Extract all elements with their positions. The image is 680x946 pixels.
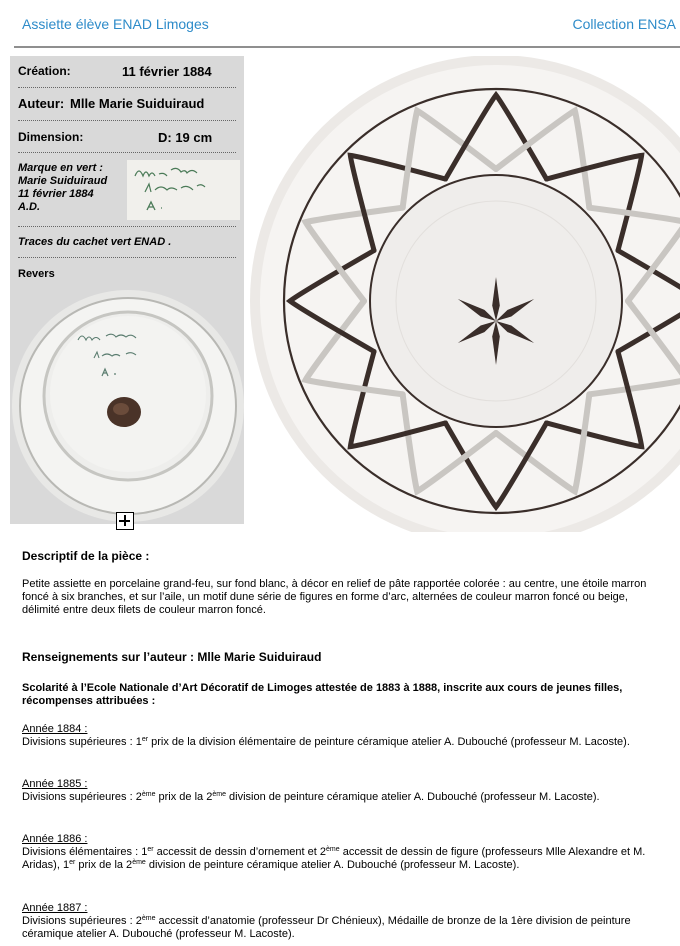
auteur-row — [18, 96, 236, 111]
auteur-value: Mlle Marie Suiduiraud — [70, 96, 205, 111]
auteur-label: Auteur: — [18, 96, 65, 111]
annee-text: Divisions élémentaires : 1er accessit de dessin d’ornement et 2ème accessit de dessin de figure (professeurs Mlle Alexandre et M. Aridas), 1er prix de la 2ème division de peinture céramique atelier A. Dubouché (professeur M. Lacoste). — [22, 846, 646, 871]
divider — [18, 257, 236, 258]
annee-block — [22, 778, 662, 804]
descriptif-text: Petite assiette en porcelaine grand-feu, sur fond blanc, à décor en relief de pâte rapportée colorée : au centre, une étoile marron foncé à six branches, et sur l’aile, un motif dune série de figures en forme d’arc, alternées de couleur marron foncé ou beige, délimité entre deux filets de couleur marron foncé. — [22, 578, 647, 616]
header-collection: Collection ENSA — [572, 16, 676, 32]
annee-block — [22, 902, 662, 941]
divider — [18, 152, 236, 153]
info-card — [10, 56, 244, 524]
page-header — [0, 0, 680, 48]
divider — [18, 120, 236, 121]
revers-label: Revers — [18, 268, 55, 280]
marque-line: Marque en vert : — [18, 162, 103, 174]
marque-text — [18, 162, 128, 214]
marque-line: Marie Suiduiraud — [18, 175, 108, 187]
annee-text: Divisions supérieures : 2ème accessit d’anatomie (professeur Dr Chénieux), Médaille de bronze de la 1ère division de peinture céramique atelier A. Dubouché (professeur M. Lacoste). — [22, 915, 631, 940]
marque-line: 11 février 1884 — [18, 188, 94, 200]
descriptif-title: Descriptif de la pièce : — [22, 549, 150, 563]
divider — [18, 87, 236, 88]
divider — [18, 226, 236, 227]
dimension-row — [18, 130, 236, 144]
annee-year: Année 1885 : — [22, 778, 88, 790]
dimension-label: Dimension: — [18, 130, 84, 144]
creation-label: Création: — [18, 64, 71, 78]
annee-year: Année 1884 : — [22, 723, 88, 735]
auteur-section-title: Renseignements sur l’auteur : Mlle Marie Suiduiraud — [22, 650, 322, 664]
revers-photo — [10, 288, 244, 524]
traces-text: Traces du cachet vert ENAD . — [18, 236, 172, 248]
annee-text: Divisions supérieures : 2ème prix de la 2ème division de peinture céramique atelier A. Dubouché (professeur M. Lacoste). — [22, 791, 600, 803]
dimension-value: D: 19 cm — [158, 130, 213, 145]
annee-text: Divisions supérieures : 1er prix de la division élémentaire de peinture céramique atelier A. Dubouché (professeur M. Lacoste). — [22, 736, 630, 748]
annee-block — [22, 723, 662, 749]
annee-year: Année 1886 : — [22, 833, 88, 845]
scolarite-text: Scolarité à l’Ecole Nationale d’Art Décoratif de Limoges attestée de 1883 à 1888, inscrite aux cours de jeunes filles, récompenses attribuées : — [22, 682, 623, 707]
plate-photo — [246, 56, 680, 532]
header-rule — [14, 46, 680, 48]
creation-row — [18, 64, 236, 78]
mark-photo — [127, 160, 240, 220]
annee-year: Année 1887 : — [22, 902, 88, 914]
marque-line: A.D. — [18, 201, 40, 213]
header-title: Assiette élève ENAD Limoges — [22, 16, 209, 32]
creation-value: 11 février 1884 — [122, 64, 212, 79]
annee-block — [22, 833, 662, 872]
expand-icon[interactable] — [116, 512, 134, 530]
